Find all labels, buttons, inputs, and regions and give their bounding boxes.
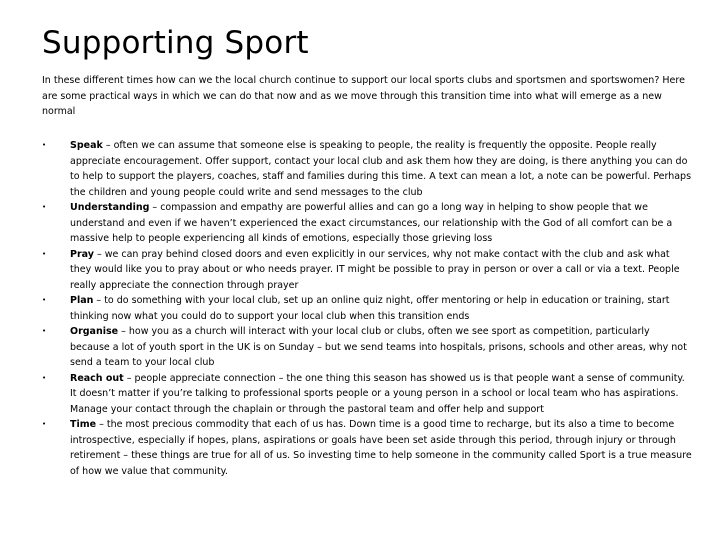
item-term: Pray: [70, 248, 94, 260]
list-item-organise: [42, 324, 692, 371]
item-term: Speak: [70, 140, 103, 151]
list-item-plan: [42, 293, 692, 324]
bullet-icon: •: [42, 373, 47, 382]
bullet-icon: •: [42, 420, 47, 428]
bullet-icon: •: [42, 327, 47, 335]
item-text: – how you as a church will interact with your local club or clubs, often we see sport as competition, particularly because a lot of youth sport in the UK is on Sunday – but we send teams into hospitals, prisons, schools and other areas, why not send a team to your local club: [70, 326, 687, 368]
page-title: Supporting Sport: [42, 25, 309, 61]
item-text: – often we can assume that someone else is speaking to people, the reality is frequently the opposite. People really appreciate encouragement. Offer support, contact your local club and ask them how they are doing, is there anything you can do to help to support the players, coaches, staff and families during this time. A text can mean a lot, a note can be powerful. Perhaps the children and young people could write and send messages to the club: [70, 140, 692, 198]
bullet-icon: •: [42, 141, 47, 149]
item-term: Reach out: [70, 372, 124, 384]
list-item-understanding: [42, 200, 692, 247]
item-text: – compassion and empathy are powerful allies and can go a long way in helping to show people that we understand and even if we haven’t experienced the exact circumstances, our relationship with the God of all comfort can be a massive help to people experiencing all kinds of emotions, especially those grieving loss: [70, 202, 673, 244]
item-term: Understanding: [70, 202, 150, 213]
item-term: Time: [70, 419, 97, 430]
item-text: – people appreciate connection – the one thing this season has showed us is that people want a sense of community. It doesn’t matter if you’re talking to professional sports people or a young person in a school or local team who has aspirations. Manage your contact through the chaplain or through the pastoral team and offer help and support: [70, 372, 685, 415]
bullet-icon: •: [42, 203, 47, 211]
list-item-pray: [42, 247, 692, 294]
intro-paragraph: In these different times how can we the local church continue to support our local sports clubs and sportsmen and sportswomen? Here are some practical ways in which we can do that now and as we move through this transition time into what will emerge as a new normal: [42, 75, 685, 117]
item-term: Organise: [70, 326, 119, 337]
list-item-speak: [42, 138, 692, 200]
bullet-icon: •: [42, 249, 47, 258]
item-term: Plan: [70, 295, 94, 306]
item-text: – to do something with your local club, set up an online quiz night, offer mentoring or help in education or training, start thinking now what you could do to support your local club when this transition ends: [70, 295, 670, 322]
item-text: – we can pray behind closed doors and even explicitly in our services, why not make contact with the club and ask what they would like you to pray about or who needs prayer. IT might be possible to pray in person or over a call or via a text. People really appreciate the connection through prayer: [70, 248, 680, 291]
list-item-reach-out: [42, 371, 692, 418]
item-text: – the most precious commodity that each of us has. Down time is a good time to recharge, but its also a time to become introspective, especially if hopes, plans, aspirations or goals have been set aside through this period, through injury or through retirement – these things are true for all of us. So investing time to help someone in the community called Sport is a true measure of how we value that community.: [70, 419, 692, 477]
list-item-time: [42, 417, 692, 479]
bullet-list: [42, 138, 692, 479]
bullet-icon: •: [42, 296, 47, 304]
